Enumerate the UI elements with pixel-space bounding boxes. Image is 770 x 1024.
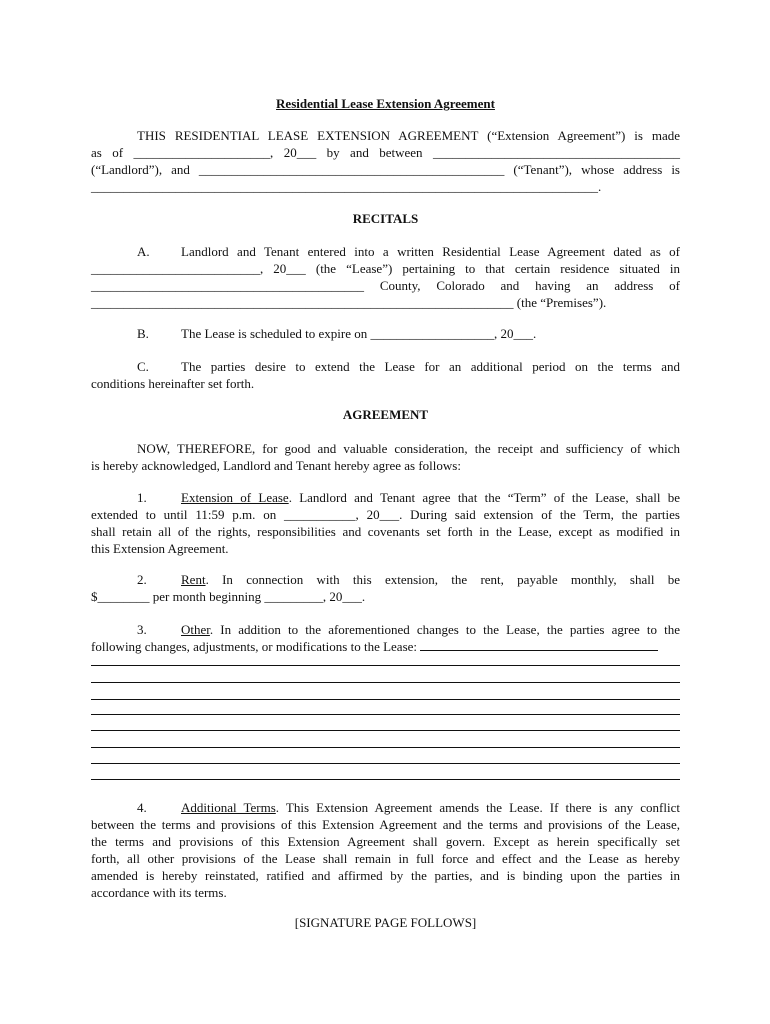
section-2-heading: Rent [181,572,206,587]
fill-line [91,682,680,683]
recital-a-line-2: __________________________, 20___ (the “Lease”) pertaining to that certain residence situated in [91,261,680,276]
section-2-line-2: $________ per month beginning _________, 20___. [91,589,366,604]
fill-line [91,779,680,780]
section-1-line-1: 1. Extension of Lease. Landlord and Tenant agree that the “Term” of the Lease, shall be [137,490,680,505]
recital-b-label: B. [137,326,149,341]
recital-a-line-1: A. Landlord and Tenant entered into a written Residential Lease Agreement dated as of [137,244,680,259]
recital-c-line-2: conditions hereinafter set forth. [91,376,255,391]
section-4-line-5: amended is hereby reinstated, ratified and affirmed by the parties, and is binding upon the parties in [91,868,680,883]
recital-b: B. The Lease is scheduled to expire on ___________________, 20___. [137,326,537,341]
signature-page-note: [SIGNATURE PAGE FOLLOWS] [294,915,477,930]
recitals-heading: RECITALS [352,211,419,226]
recital-c-label: C. [137,359,149,374]
section-3-heading: Other [181,622,210,637]
modifications-blank [420,638,658,651]
section-1-line-4: this Extension Agreement. [91,541,229,556]
section-3-number: 3. [137,622,147,637]
recital-a-line-4: _________________________________________________________________ (the “Premises”). [91,295,607,310]
section-4-line-3: the terms and provisions of this Extension Agreement shall govern. Except as herein specifically set [91,834,680,849]
fill-line [91,665,680,666]
intro-line-1: THIS RESIDENTIAL LEASE EXTENSION AGREEMENT (“Extension Agreement”) is made [137,128,680,143]
section-4-line-1: 4. Additional Terms. This Extension Agreement amends the Lease. If there is any conflict [137,800,680,815]
section-1-heading: Extension of Lease [181,490,289,505]
fill-line [91,699,680,700]
recital-c-line-1: C. The parties desire to extend the Lease for an additional period on the terms and [137,359,680,374]
document-title: Residential Lease Extension Agreement [276,96,495,111]
recital-a-line-3: __________________________________________ County, Colorado and having an address of [91,278,680,293]
fill-line [91,714,680,715]
section-4-line-2: between the terms and provisions of this Extension Agreement and the terms and provisions of the Lease, [91,817,680,832]
fill-line [91,763,680,764]
intro-line-3: (“Landlord”), and _______________________________________________ (“Tenant”), whose address is [91,162,680,177]
intro-line-2: as of _____________________, 20___ by and between ______________________________________ [91,145,680,160]
section-2-number: 2. [137,572,147,587]
section-3-line-1: 3. Other. In addition to the aforementioned changes to the Lease, the parties agree to the [137,622,680,637]
section-1-line-2: extended to until 11:59 p.m. on ___________, 20___. During said extension of the Term, the parties [91,507,680,522]
fill-line [91,730,680,731]
section-1-number: 1. [137,490,147,505]
section-3-line-2: following changes, adjustments, or modifications to the Lease: [91,638,680,655]
agreement-intro-line-1: NOW, THEREFORE, for good and valuable consideration, the receipt and sufficiency of which [137,441,680,456]
section-2-line-1: 2. Rent. In connection with this extension, the rent, payable monthly, shall be [137,572,680,587]
intro-line-4: ______________________________________________________________________________. [91,179,602,194]
section-4-heading: Additional Terms [181,800,276,815]
recital-a-label: A. [137,244,150,259]
agreement-heading: AGREEMENT [342,407,429,422]
agreement-intro-line-2: is hereby acknowledged, Landlord and Tenant hereby agree as follows: [91,458,461,473]
fill-line [91,747,680,748]
section-4-number: 4. [137,800,147,815]
section-4-line-6: accordance with its terms. [91,885,227,900]
section-1-line-3: shall retain all of the rights, responsibilities and covenants set forth in the Lease, except as modified in [91,524,680,539]
section-4-line-4: forth, all other provisions of the Lease shall remain in full force and effect and the Lease as hereby [91,851,680,866]
